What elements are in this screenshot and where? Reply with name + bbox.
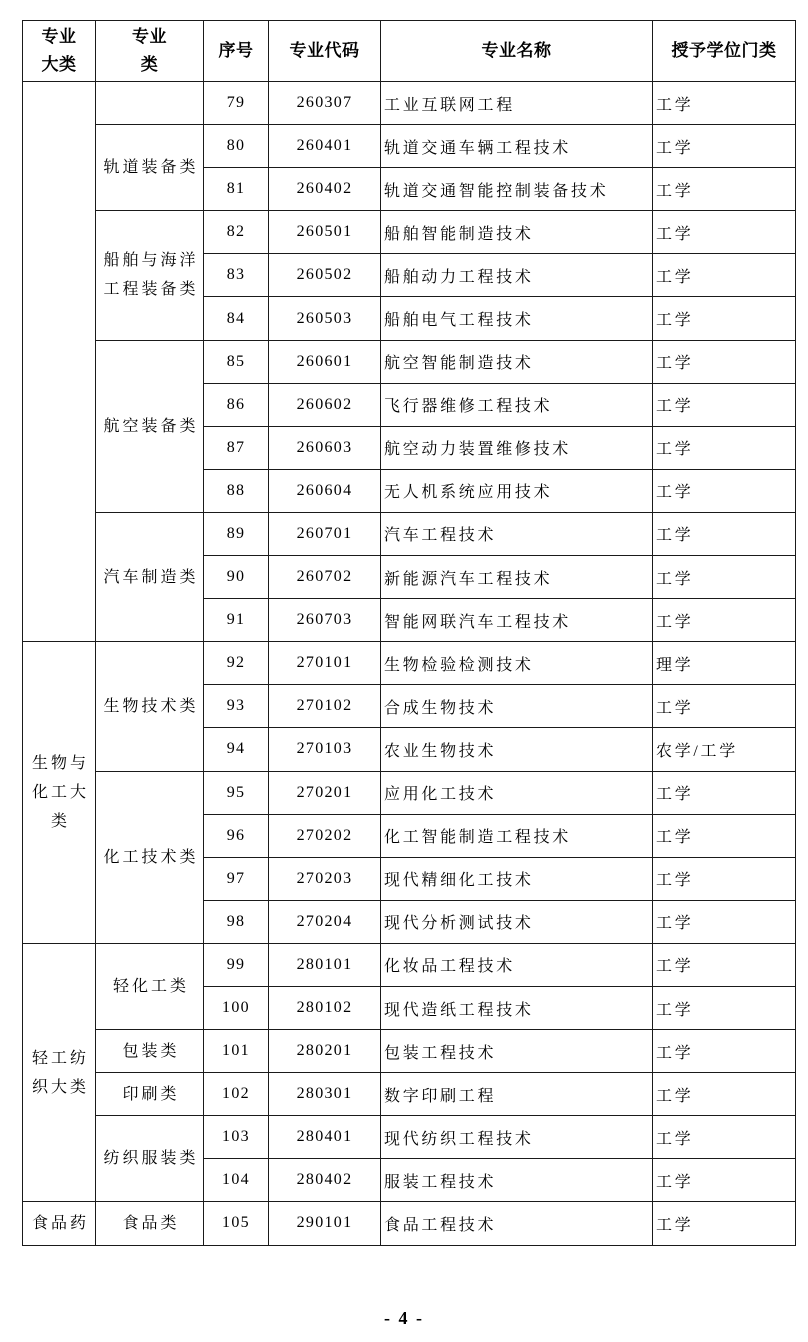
major-code-cell: 260601 <box>269 340 381 383</box>
major-name-cell: 新能源汽车工程技术 <box>381 556 653 599</box>
header-label: 专业代码 <box>289 41 360 61</box>
degree-category-cell: 工学 <box>653 426 796 469</box>
subcategory-cell-line: 轻化工类 <box>112 977 189 995</box>
table-header <box>23 21 796 82</box>
subcategory-cell-line: 生物技术类 <box>103 697 199 715</box>
subcategory-cell <box>96 642 204 771</box>
major-name-cell: 现代造纸工程技术 <box>381 986 653 1029</box>
header-label: 专业名称 <box>481 41 552 61</box>
subcategory-cell <box>96 512 204 641</box>
major-name-cell: 化工智能制造工程技术 <box>381 814 653 857</box>
category-cell-line: 化工大 <box>31 784 89 802</box>
major-code-cell: 270103 <box>269 728 381 771</box>
major-name-cell: 飞行器维修工程技术 <box>381 383 653 426</box>
major-name-cell: 无人机系统应用技术 <box>381 469 653 512</box>
major-code-cell: 260307 <box>269 82 381 125</box>
major-code-cell: 280101 <box>269 943 381 986</box>
header-label: 类 <box>140 55 159 75</box>
degree-category-cell: 工学 <box>653 1116 796 1159</box>
majors-table <box>22 20 796 1246</box>
degree-category-cell: 工学 <box>653 1159 796 1202</box>
degree-category-cell: 工学 <box>653 771 796 814</box>
serial-number-cell: 87 <box>204 426 269 469</box>
major-name-cell: 船舶智能制造技术 <box>381 211 653 254</box>
serial-number-cell: 103 <box>204 1116 269 1159</box>
serial-number-cell: 96 <box>204 814 269 857</box>
major-code-cell: 270102 <box>269 685 381 728</box>
degree-category-cell: 工学 <box>653 1030 796 1073</box>
major-code-cell: 260502 <box>269 254 381 297</box>
subcategory-cell-line: 印刷类 <box>122 1085 180 1103</box>
category-cell-line: 生物与 <box>31 755 89 773</box>
serial-number-cell: 81 <box>204 168 269 211</box>
category-cell-line: 类 <box>50 813 70 831</box>
degree-category-cell: 工学 <box>653 1073 796 1116</box>
header-cell-major-code <box>269 21 381 82</box>
table-row <box>23 642 796 685</box>
degree-category-cell: 理学 <box>653 642 796 685</box>
major-code-cell: 280201 <box>269 1030 381 1073</box>
subcategory-cell <box>96 1202 204 1245</box>
serial-number-cell: 85 <box>204 340 269 383</box>
serial-number-cell: 83 <box>204 254 269 297</box>
subcategory-cell-line: 包装类 <box>122 1042 180 1060</box>
serial-number-cell: 91 <box>204 599 269 642</box>
major-code-cell: 290101 <box>269 1202 381 1245</box>
header-label: 专业 <box>132 27 167 47</box>
subcategory-cell <box>96 771 204 943</box>
major-code-cell: 260702 <box>269 556 381 599</box>
table-row <box>23 1202 796 1245</box>
serial-number-cell: 86 <box>204 383 269 426</box>
subcategory-cell-line: 航空装备类 <box>103 417 199 435</box>
category-cell <box>23 82 96 642</box>
major-name-cell: 服装工程技术 <box>381 1159 653 1202</box>
major-name-cell: 航空智能制造技术 <box>381 340 653 383</box>
major-code-cell: 270203 <box>269 857 381 900</box>
major-name-cell: 化妆品工程技术 <box>381 943 653 986</box>
major-name-cell: 船舶动力工程技术 <box>381 254 653 297</box>
degree-category-cell: 工学 <box>653 814 796 857</box>
table-row <box>23 1030 796 1073</box>
serial-number-cell: 93 <box>204 685 269 728</box>
serial-number-cell: 88 <box>204 469 269 512</box>
major-code-cell: 280402 <box>269 1159 381 1202</box>
degree-category-cell: 工学 <box>653 211 796 254</box>
major-name-cell: 轨道交通车辆工程技术 <box>381 125 653 168</box>
serial-number-cell: 101 <box>204 1030 269 1073</box>
degree-category-cell: 工学 <box>653 469 796 512</box>
header-label: 大类 <box>41 55 77 75</box>
serial-number-cell: 80 <box>204 125 269 168</box>
subcategory-cell <box>96 82 204 125</box>
page-number: - 4 - <box>384 1308 424 1328</box>
header-cell-major-name <box>381 21 653 82</box>
degree-category-cell: 工学 <box>653 943 796 986</box>
degree-category-cell: 工学 <box>653 383 796 426</box>
degree-category-cell: 工学 <box>653 1202 796 1245</box>
major-code-cell: 260501 <box>269 211 381 254</box>
table-row <box>23 125 796 168</box>
subcategory-cell-line: 船舶与海洋 <box>103 252 199 270</box>
major-name-cell: 航空动力装置维修技术 <box>381 426 653 469</box>
table-row <box>23 340 796 383</box>
subcategory-cell <box>96 1030 204 1073</box>
degree-category-cell: 工学 <box>653 168 796 211</box>
major-code-cell: 280102 <box>269 986 381 1029</box>
serial-number-cell: 94 <box>204 728 269 771</box>
major-code-cell: 260602 <box>269 383 381 426</box>
category-cell <box>23 943 96 1202</box>
header-label: 授予学位门类 <box>671 41 777 61</box>
major-code-cell: 280301 <box>269 1073 381 1116</box>
category-cell <box>23 642 96 944</box>
table-row <box>23 211 796 254</box>
subcategory-cell-line: 轨道装备类 <box>103 159 199 177</box>
subcategory-cell-line: 化工技术类 <box>103 848 199 866</box>
degree-category-cell: 工学 <box>653 297 796 340</box>
subcategory-cell <box>96 943 204 1029</box>
subcategory-cell-line: 工程装备类 <box>103 281 199 299</box>
degree-category-cell: 工学 <box>653 340 796 383</box>
major-code-cell: 260401 <box>269 125 381 168</box>
major-name-cell: 船舶电气工程技术 <box>381 297 653 340</box>
table-row <box>23 1073 796 1116</box>
serial-number-cell: 102 <box>204 1073 269 1116</box>
serial-number-cell: 79 <box>204 82 269 125</box>
subcategory-cell <box>96 1073 204 1116</box>
header-cell-serial-number <box>204 21 269 82</box>
serial-number-cell: 98 <box>204 900 269 943</box>
major-code-cell: 260603 <box>269 426 381 469</box>
category-cell-line: 食品药 <box>31 1214 89 1232</box>
major-code-cell: 270201 <box>269 771 381 814</box>
degree-category-cell: 工学 <box>653 254 796 297</box>
header-cell-subcategory <box>96 21 204 82</box>
major-code-cell: 280401 <box>269 1116 381 1159</box>
subcategory-cell-line: 汽车制造类 <box>103 568 199 586</box>
serial-number-cell: 104 <box>204 1159 269 1202</box>
major-name-cell: 应用化工技术 <box>381 771 653 814</box>
major-code-cell: 260604 <box>269 469 381 512</box>
major-name-cell: 现代精细化工技术 <box>381 857 653 900</box>
serial-number-cell: 84 <box>204 297 269 340</box>
degree-category-cell: 工学 <box>653 685 796 728</box>
degree-category-cell: 工学 <box>653 82 796 125</box>
major-name-cell: 包装工程技术 <box>381 1030 653 1073</box>
category-cell <box>23 1202 96 1245</box>
serial-number-cell: 82 <box>204 211 269 254</box>
major-name-cell: 生物检验检测技术 <box>381 642 653 685</box>
table-row <box>23 771 796 814</box>
serial-number-cell: 95 <box>204 771 269 814</box>
subcategory-cell-line: 食品类 <box>122 1214 180 1232</box>
major-code-cell: 260703 <box>269 599 381 642</box>
major-code-cell: 270204 <box>269 900 381 943</box>
major-code-cell: 270202 <box>269 814 381 857</box>
major-name-cell: 食品工程技术 <box>381 1202 653 1245</box>
major-code-cell: 260503 <box>269 297 381 340</box>
table-header-row <box>23 21 796 82</box>
category-cell-line: 轻工纺 <box>31 1049 89 1067</box>
subcategory-cell <box>96 211 204 340</box>
serial-number-cell: 89 <box>204 512 269 555</box>
degree-category-cell: 工学 <box>653 986 796 1029</box>
degree-category-cell: 工学 <box>653 512 796 555</box>
table-row <box>23 512 796 555</box>
degree-category-cell: 工学 <box>653 857 796 900</box>
subcategory-cell-line: 纺织服装类 <box>103 1150 199 1168</box>
major-name-cell: 工业互联网工程 <box>381 82 653 125</box>
serial-number-cell: 100 <box>204 986 269 1029</box>
serial-number-cell: 105 <box>204 1202 269 1245</box>
major-name-cell: 现代纺织工程技术 <box>381 1116 653 1159</box>
subcategory-cell <box>96 340 204 512</box>
serial-number-cell: 90 <box>204 556 269 599</box>
major-name-cell: 智能网联汽车工程技术 <box>381 599 653 642</box>
major-name-cell: 轨道交通智能控制装备技术 <box>381 168 653 211</box>
major-code-cell: 270101 <box>269 642 381 685</box>
table-row <box>23 82 796 125</box>
serial-number-cell: 99 <box>204 943 269 986</box>
major-name-cell: 合成生物技术 <box>381 685 653 728</box>
table-row <box>23 1116 796 1159</box>
degree-category-cell: 工学 <box>653 900 796 943</box>
header-label: 序号 <box>218 41 254 61</box>
header-label: 专业 <box>41 27 77 47</box>
header-cell-category <box>23 21 96 82</box>
degree-category-cell: 工学 <box>653 125 796 168</box>
major-name-cell: 汽车工程技术 <box>381 512 653 555</box>
table-body <box>23 82 796 1246</box>
serial-number-cell: 92 <box>204 642 269 685</box>
major-name-cell: 数字印刷工程 <box>381 1073 653 1116</box>
category-cell-line: 织大类 <box>31 1078 89 1096</box>
degree-category-cell: 工学 <box>653 599 796 642</box>
major-code-cell: 260701 <box>269 512 381 555</box>
table-row <box>23 943 796 986</box>
subcategory-cell <box>96 1116 204 1202</box>
degree-category-cell: 农学/工学 <box>653 728 796 771</box>
subcategory-cell <box>96 125 204 211</box>
degree-category-cell: 工学 <box>653 556 796 599</box>
serial-number-cell: 97 <box>204 857 269 900</box>
major-name-cell: 农业生物技术 <box>381 728 653 771</box>
header-cell-degree-category <box>653 21 796 82</box>
major-name-cell: 现代分析测试技术 <box>381 900 653 943</box>
major-code-cell: 260402 <box>269 168 381 211</box>
